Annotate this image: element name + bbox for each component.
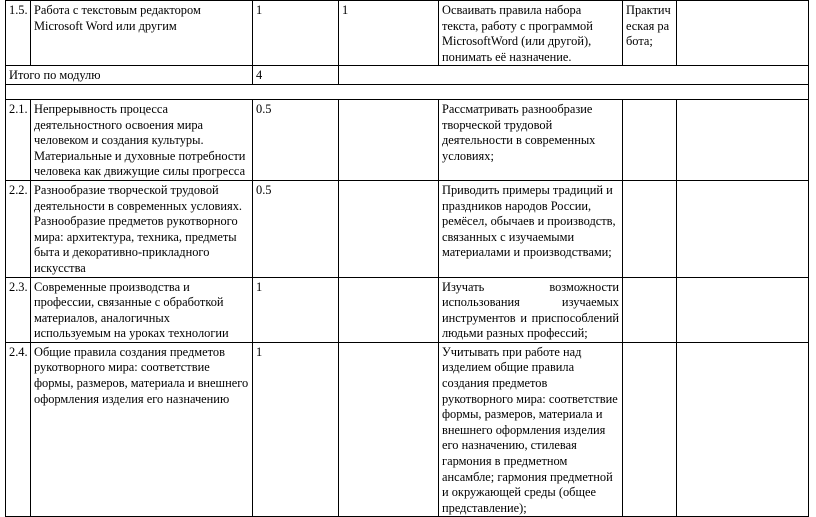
resource-cell	[677, 180, 809, 277]
table-row	[6, 1, 809, 66]
control-form-cell	[623, 180, 677, 277]
module-total-label: Итого по модулю	[6, 66, 253, 85]
row-number: 2.1.	[6, 99, 31, 180]
resource-cell	[677, 1, 809, 66]
hours-cell: 1	[253, 342, 339, 517]
control-form-cell	[623, 99, 677, 180]
control-hours-cell	[339, 180, 439, 277]
topic-cell: Общие правила создания предметов рукотворного мира: соответствие формы, размеров, материала и внешнего оформления изделия его назначению	[31, 342, 253, 517]
module-total-empty	[339, 66, 809, 85]
hours-cell: 1	[253, 277, 339, 342]
module-total-hours: 4	[253, 66, 339, 85]
topic-cell: Непрерывность процесса деятельностного освоения мира человеком и создания культуры. Материальные и духовные потребности человека как движущие силы прогресса	[31, 99, 253, 180]
control-hours-cell	[339, 277, 439, 342]
control-hours-cell	[339, 342, 439, 517]
topic-cell: Современные производства и профессии, связанные с обработкой материалов, аналогичных используемым на уроках технологии	[31, 277, 253, 342]
resource-cell	[677, 342, 809, 517]
row-number: 2.3.	[6, 277, 31, 342]
thematic-plan-table	[5, 0, 809, 517]
activity-cell: Изучать возможности использования изучаемых инструментов и приспособлений людьми разных профессий;	[439, 277, 623, 342]
control-form-cell	[623, 277, 677, 342]
control-form-cell	[623, 342, 677, 517]
row-number: 1.5.	[6, 1, 31, 66]
resource-cell	[677, 99, 809, 180]
table-row	[6, 277, 809, 342]
control-hours-cell	[339, 99, 439, 180]
activity-cell: Учитывать при работе над изделием общие правила создания предметов рукотворного мира: соответствие формы, размеров, материала и внешнего оформления изделия его назначению, стилевая гармония в предметном ансамбле; гармония предметной и окружающей среды (общее представление);	[439, 342, 623, 517]
table-row	[6, 99, 809, 180]
hours-cell: 0.5	[253, 180, 339, 277]
control-form-cell: Практическая работа;	[623, 1, 677, 66]
module-header-cell	[6, 84, 809, 99]
module-header-row	[6, 84, 809, 99]
table-row	[6, 180, 809, 277]
hours-cell: 1	[253, 1, 339, 66]
control-hours-cell: 1	[339, 1, 439, 66]
activity-cell: Приводить примеры традиций и праздников народов России, ремёсел, обычаев и производств, связанных с изучаемыми материалами и производствами;	[439, 180, 623, 277]
module-total-row	[6, 66, 809, 85]
hours-cell: 0.5	[253, 99, 339, 180]
activity-cell: Осваивать правила набора текста, работу с программой MicrosoftWord (или другой), понимать её назначение.	[439, 1, 623, 66]
row-number: 2.4.	[6, 342, 31, 517]
row-number: 2.2.	[6, 180, 31, 277]
resource-cell	[677, 277, 809, 342]
activity-cell: Рассматривать разнообразие творческой трудовой деятельности в современных условиях;	[439, 99, 623, 180]
topic-cell: Разнообразие творческой трудовой деятельности в современных условиях. Разнообразие предметов рукотворного мира: архитектура, техника, предметы быта и декоративно-прикладного искусства	[31, 180, 253, 277]
topic-cell: Работа с текстовым редактором Microsoft Word или другим	[31, 1, 253, 66]
table-row	[6, 342, 809, 517]
